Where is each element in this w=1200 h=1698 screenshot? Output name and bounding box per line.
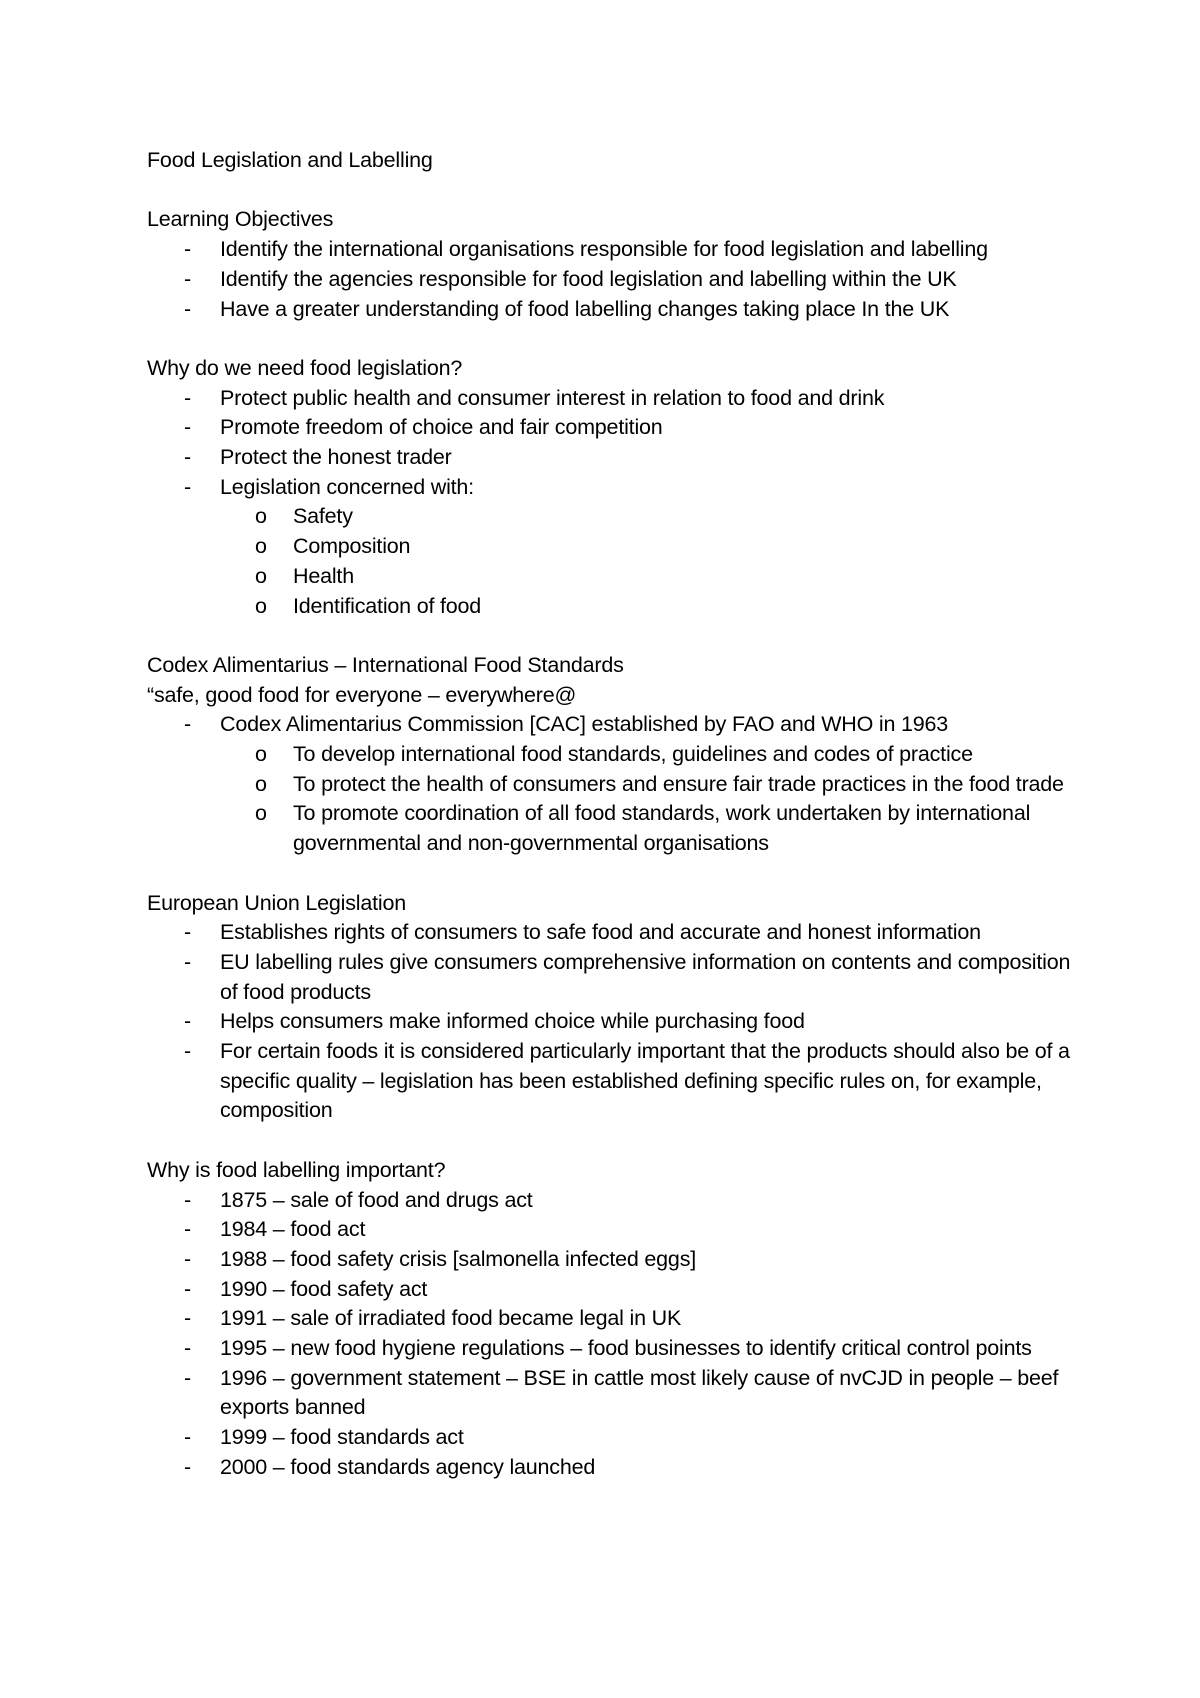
list-item: - Identify the agencies responsible for food legislation and labelling within the UK <box>147 265 1077 295</box>
dash-marker: - <box>184 1217 191 1242</box>
list-item: - 1984 – food act <box>147 1215 1077 1245</box>
sub-list-item: o To promote coordination of all food standards, work undertaken by international governmental and non-governmental organisations <box>255 801 1031 856</box>
eu-heading: European Union Legislation <box>147 890 406 915</box>
list-item: - 1990 – food safety act <box>147 1275 1077 1305</box>
circle-marker: o <box>255 504 267 529</box>
dash-marker: - <box>184 1009 191 1034</box>
list-item: - For certain foods it is considered particularly important that the products should also be of a specific quality – legislation has been established defining specific rules on, for example, composition <box>184 1039 1070 1123</box>
sub-list-item: o Composition <box>147 532 1077 562</box>
spacer <box>147 1126 1077 1156</box>
codex-heading: Codex Alimentarius – International Food Standards <box>147 652 624 677</box>
list-item: - 1875 – sale of food and drugs act <box>147 1186 1077 1216</box>
dash-marker: - <box>184 949 191 974</box>
why-legislation-heading: Why do we need food legislation? <box>147 355 463 380</box>
dash-marker: - <box>184 712 191 737</box>
document-title: Food Legislation and Labelling <box>147 148 433 172</box>
dash-marker: - <box>184 474 191 499</box>
sub-list-item: o To protect the health of consumers and ensure fair trade practices in the food trade <box>147 770 1077 800</box>
list-item: - Legislation concerned with: <box>147 473 1077 503</box>
dash-marker: - <box>184 445 191 469</box>
dash-marker: - <box>184 1425 191 1450</box>
spacer <box>147 324 1077 354</box>
list-item: - Codex Alimentarius Commission [CAC] established by FAO and WHO in 1963 <box>147 710 1077 740</box>
list-item: - Have a greater understanding of food labelling changes taking place In the UK <box>147 295 1077 325</box>
sub-list-item: o Health <box>147 562 1077 592</box>
list-item: - Protect public health and consumer interest in relation to food and drink <box>147 384 1077 414</box>
dash-marker: - <box>184 385 191 410</box>
sub-list-item: o To develop international food standards, guidelines and codes of practice <box>147 740 1077 770</box>
list-item: - 2000 – food standards agency launched <box>147 1453 1077 1483</box>
list-item: - Helps consumers make informed choice while purchasing food <box>147 1007 1077 1037</box>
circle-marker: o <box>255 563 267 588</box>
circle-marker: o <box>255 534 267 559</box>
list-item: - Promote freedom of choice and fair competition <box>147 413 1077 443</box>
dash-marker: - <box>184 1039 191 1064</box>
dash-marker: - <box>184 415 191 440</box>
dash-marker: - <box>184 1365 191 1390</box>
circle-marker: o <box>255 742 267 767</box>
dash-marker: - <box>184 237 191 262</box>
labelling-heading: Why is food labelling important? <box>147 1157 446 1182</box>
sub-list-item: o Identification of food <box>147 592 1077 622</box>
list-item: - 1999 – food standards act <box>147 1423 1077 1453</box>
list-item: - 1995 – new food hygiene regulations – food businesses to identify critical control points <box>147 1334 1077 1364</box>
codex-quote: “safe, good food for everyone – everywhere@ <box>147 682 577 707</box>
list-item: - 1996 – government statement – BSE in cattle most likely cause of nvCJD in people – beef exports banned <box>184 1365 1059 1420</box>
dash-marker: - <box>184 1187 191 1212</box>
sub-list-item: o Safety <box>147 502 1077 532</box>
dash-marker: - <box>184 1276 191 1301</box>
circle-marker: o <box>255 593 267 618</box>
circle-marker: o <box>255 771 267 796</box>
dash-marker: - <box>184 266 191 291</box>
dash-marker: - <box>184 1246 191 1271</box>
list-item: - 1988 – food safety crisis [salmonella infected eggs] <box>147 1245 1077 1275</box>
spacer <box>147 621 1077 651</box>
dash-marker: - <box>184 1306 191 1331</box>
list-item: - Identify the international organisations responsible for food legislation and labelling <box>147 235 1077 265</box>
dash-marker: - <box>184 1454 191 1479</box>
spacer <box>147 176 1077 206</box>
spacer <box>147 859 1077 889</box>
dash-marker: - <box>184 1336 191 1361</box>
list-item: - 1991 – sale of irradiated food became legal in UK <box>147 1304 1077 1334</box>
list-item: - Establishes rights of consumers to safe food and accurate and honest information <box>147 918 1077 948</box>
circle-marker: o <box>255 801 267 826</box>
list-item: - EU labelling rules give consumers comprehensive information on contents and composition of food products <box>184 949 1071 1004</box>
list-item: - Protect the honest trader <box>147 443 1077 473</box>
objectives-heading: Learning Objectives <box>147 207 334 232</box>
dash-marker: - <box>184 296 191 321</box>
document-page <box>147 146 1077 1483</box>
dash-marker: - <box>184 920 191 945</box>
